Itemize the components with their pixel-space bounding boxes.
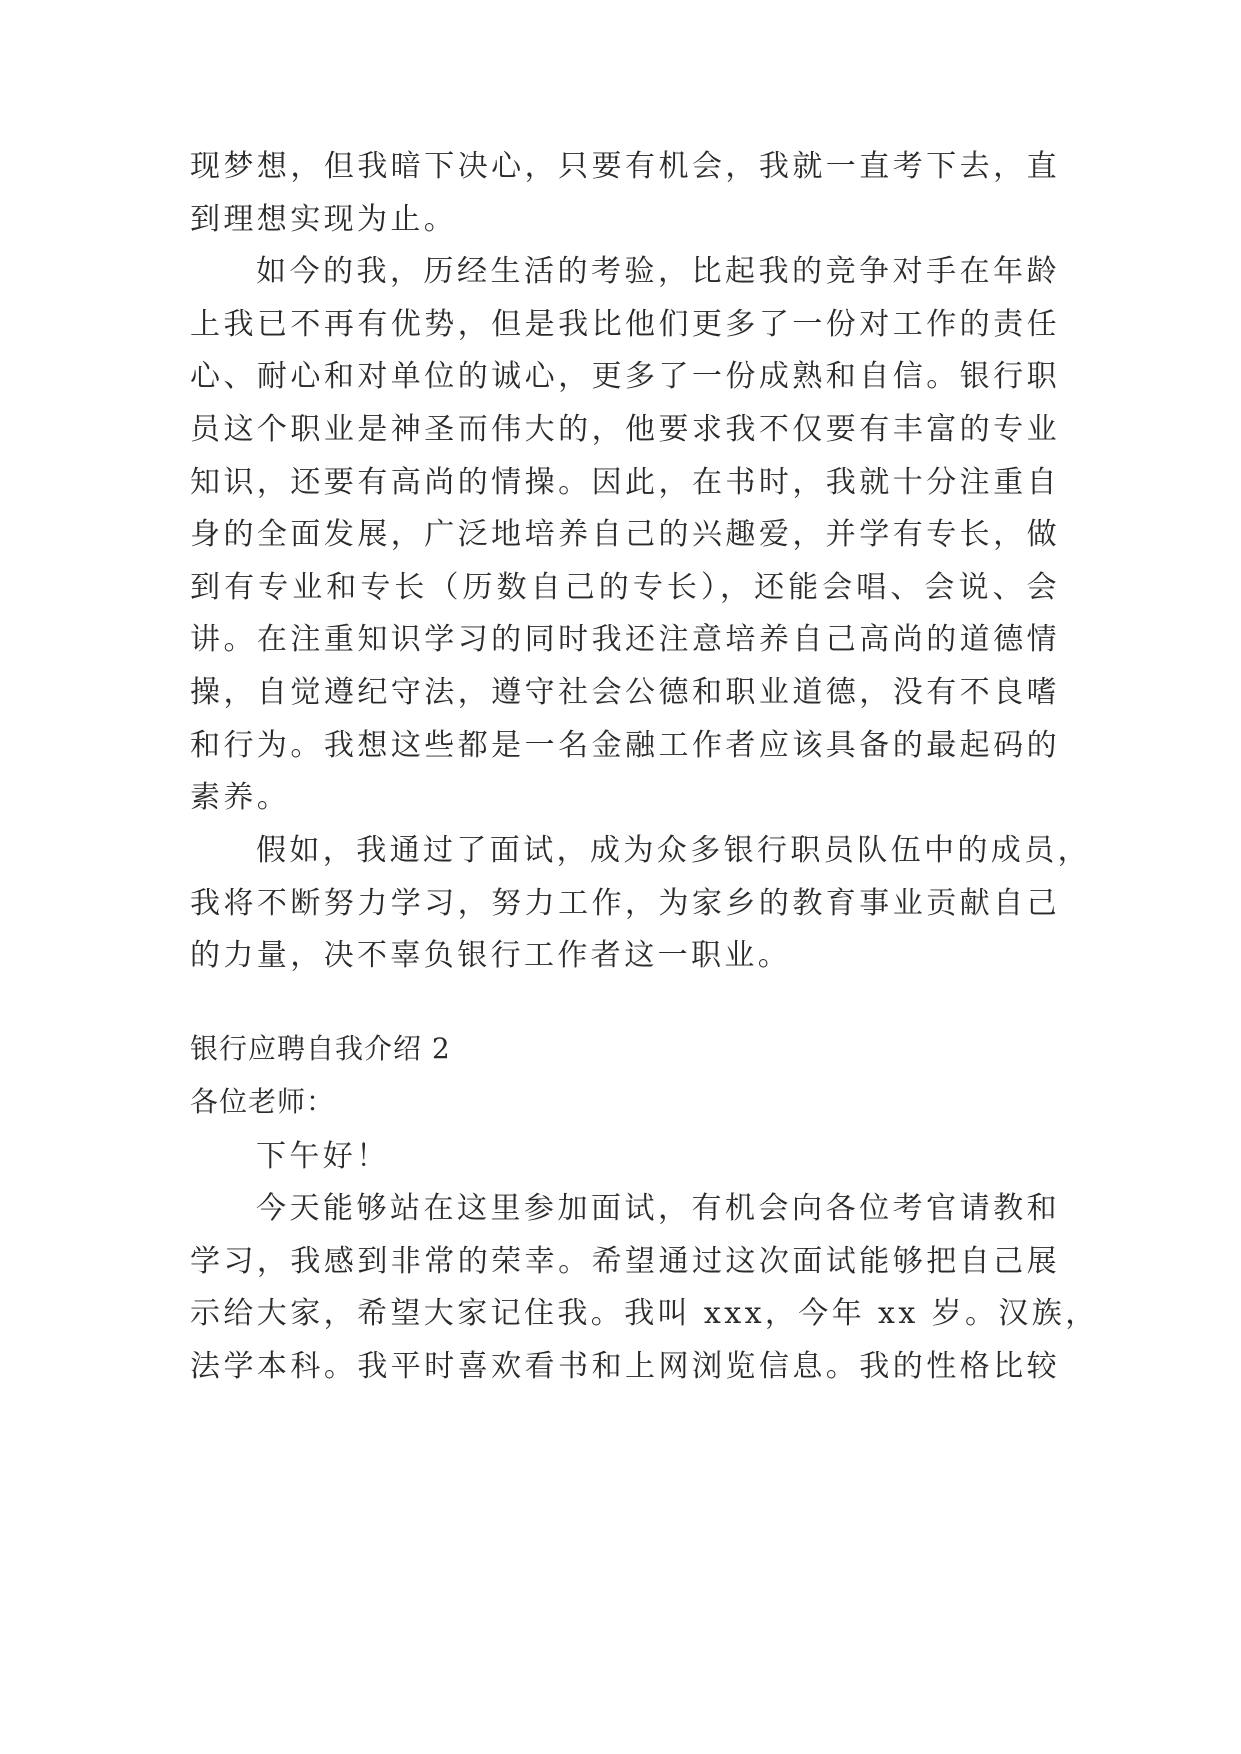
section-title: 银行应聘自我介绍 2 bbox=[190, 1032, 451, 1065]
text-line: 讲。在注重知识学习的同时我还注意培养自己高尚的道德情 bbox=[190, 622, 1060, 657]
text-line: 员这个职业是神圣而伟大的，他要求我不仅要有丰富的专业 bbox=[190, 412, 1060, 447]
text-line: 素养。 bbox=[190, 780, 291, 815]
text-line: 身的全面发展，广泛地培养自己的兴趣爱，并学有专长，做 bbox=[190, 517, 1060, 552]
text-line: 到理想实现为止。 bbox=[190, 202, 458, 237]
text-line: 如今的我，历经生活的考验，比起我的竞争对手在年龄 bbox=[256, 254, 1060, 289]
text-line: 到有专业和专长（历数自己的专长），还能会唱、会说、会 bbox=[190, 570, 1060, 605]
text-line: 上我已不再有优势，但是我比他们更多了一份对工作的责任 bbox=[190, 307, 1060, 342]
text-line: 心、耐心和对单位的诚心，更多了一份成熟和自信。银行职 bbox=[190, 359, 1060, 394]
text-line: 现梦想，但我暗下决心，只要有机会，我就一直考下去，直 bbox=[190, 149, 1060, 184]
text-line: 我将不断努力学习，努力工作，为家乡的教育事业贡献自己 bbox=[190, 886, 1060, 921]
text-line: 学习，我感到非常的荣幸。希望通过这次面试能够把自己展 bbox=[190, 1244, 1060, 1279]
text-line: 操，自觉遵纪守法，遵守社会公德和职业道德，没有不良嗜 bbox=[190, 675, 1060, 710]
salutation: 各位老师： bbox=[190, 1085, 336, 1118]
text-line: 假如，我通过了面试，成为众多银行职员队伍中的成员， bbox=[256, 833, 1091, 868]
greeting: 下午好！ bbox=[256, 1139, 390, 1174]
text-line: 今天能够站在这里参加面试，有机会向各位考官请教和 bbox=[256, 1191, 1060, 1226]
text-line: 示给大家，希望大家记住我。我叫 xxx，今年 xx 岁。汉族， bbox=[190, 1296, 1099, 1331]
text-line: 的力量，决不辜负银行工作者这一职业。 bbox=[190, 938, 792, 973]
text-line: 知识，还要有高尚的情操。因此，在书时，我就十分注重自 bbox=[190, 465, 1060, 500]
text-line: 和行为。我想这些都是一名金融工作者应该具备的最起码的 bbox=[190, 728, 1060, 763]
text-line: 法学本科。我平时喜欢看书和上网浏览信息。我的性格比较 bbox=[190, 1349, 1060, 1384]
